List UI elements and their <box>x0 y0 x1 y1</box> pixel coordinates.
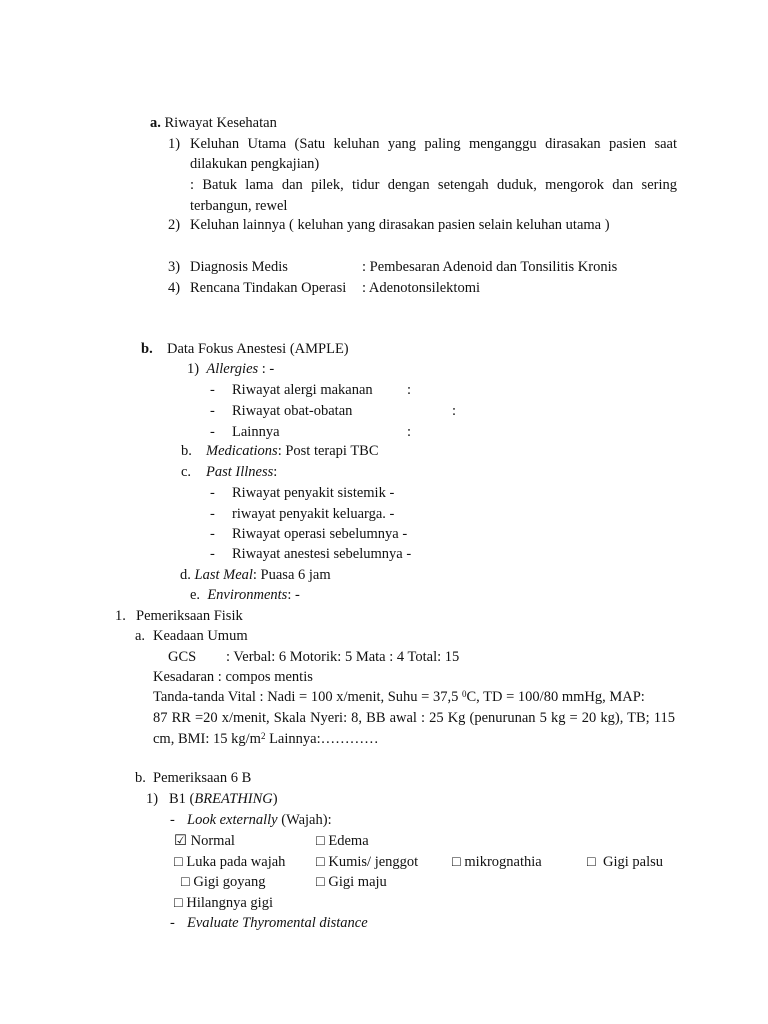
list-dash: - <box>210 485 215 501</box>
allergies-line: 1) Allergies : - <box>187 361 275 377</box>
kesadaran: Kesadaran : compos mentis <box>153 669 313 685</box>
rencana-label: Rencana Tindakan Operasi <box>190 280 347 296</box>
keadaan-umum-title: Keadaan Umum <box>153 628 248 644</box>
checkbox-empty-icon: □ <box>316 854 325 870</box>
checkbox-empty-icon: □ <box>452 854 461 870</box>
pf-marker: 1. <box>115 608 126 624</box>
diagnosis-value: : Pembesaran Adenoid dan Tonsilitis Kronis <box>362 259 618 275</box>
allergies-label: Allergies <box>206 361 259 377</box>
item-number: 3) <box>168 259 181 275</box>
section-b-title: Data Fokus Anestesi (AMPLE) <box>167 341 349 357</box>
operasi-sebelumnya: Riwayat operasi sebelumnya - <box>232 526 408 542</box>
item-number: 1) <box>168 136 181 152</box>
diagnosis-label: Diagnosis Medis <box>190 259 288 275</box>
gcs-value: : Verbal: 6 Motorik: 5 Mata : 4 Total: 15 <box>226 649 460 665</box>
obat-obatan-colon: : <box>452 403 457 419</box>
list-dash: - <box>210 526 215 542</box>
pf-title: Pemeriksaan Fisik <box>136 608 243 624</box>
item-number: 2) <box>168 217 181 233</box>
keluhan-utama-answer1: : Batuk lama dan pilek, tidur dengan setengah duduk, mengorok dan sering <box>190 177 677 193</box>
alergi-makanan-label: Riwayat alergi makanan <box>232 382 373 398</box>
environments-line: e. Environments: - <box>190 587 300 603</box>
b1-breathing: B1 (BREATHING) <box>169 791 278 807</box>
keluhan-utama-line2: dilakukan pengkajian) <box>190 156 320 172</box>
keadaan-umum-marker: a. <box>135 628 146 644</box>
medications-marker: b. <box>181 443 192 459</box>
b1-marker: 1) <box>146 791 159 807</box>
vital-signs-line2: 87 RR =20 x/menit, Skala Nyeri: 8, BB awal : 25 Kg (penurunan 5 kg = 20 kg), TB; 115 <box>153 710 675 726</box>
checkbox-empty-icon: □ <box>181 874 190 890</box>
item-number: 4) <box>168 280 181 296</box>
list-dash: - <box>170 915 175 931</box>
past-illness-line: Past Illness: <box>206 464 278 480</box>
past-illness-marker: c. <box>181 464 192 480</box>
list-dash: - <box>170 812 175 828</box>
list-dash: - <box>210 403 215 419</box>
section-a-marker: a. <box>150 115 161 131</box>
last-meal-line: d. Last Meal: Puasa 6 jam <box>180 567 331 583</box>
list-dash: - <box>210 382 215 398</box>
list-dash: - <box>210 506 215 522</box>
checkbox-hilangnya-gigi[interactable]: □ Hilangnya gigi <box>174 895 273 911</box>
rencana-value: : Adenotonsilektomi <box>362 280 481 296</box>
checkbox-normal[interactable]: ☑ Normal <box>174 833 235 849</box>
lainnya-colon: : <box>407 424 412 440</box>
checkbox-empty-icon: □ <box>174 854 183 870</box>
checkbox-kumis-jenggot[interactable]: □ Kumis/ jenggot <box>316 854 419 870</box>
penyakit-sistemik: Riwayat penyakit sistemik - <box>232 485 395 501</box>
look-externally: Look externally (Wajah): <box>187 812 332 828</box>
checkbox-empty-icon: □ <box>174 895 183 911</box>
checkbox-edema[interactable]: □ Edema <box>316 833 369 849</box>
section-b-marker: b. <box>141 341 153 357</box>
lainnya-label: Lainnya <box>232 424 280 440</box>
pemeriksaan-6b-marker: b. <box>135 770 146 786</box>
checkbox-gigi-goyang[interactable]: □ Gigi goyang <box>181 874 266 890</box>
section-a-title: Riwayat Kesehatan <box>164 115 277 131</box>
pemeriksaan-6b-title: Pemeriksaan 6 B <box>153 770 252 786</box>
penyakit-keluarga: riwayat penyakit keluarga. - <box>232 506 395 522</box>
anestesi-sebelumnya: Riwayat anestesi sebelumnya - <box>232 546 412 562</box>
checkbox-empty-icon: □ <box>316 874 325 890</box>
checkbox-empty-icon: □ <box>587 854 596 870</box>
keluhan-utama-answer2: terbangun, rewel <box>190 198 288 214</box>
obat-obatan-label: Riwayat obat-obatan <box>232 403 353 419</box>
checkbox-mikrognathia[interactable]: □ mikrognathia <box>452 854 542 870</box>
evaluate-thyromental: Evaluate Thyromental distance <box>187 915 368 931</box>
gcs-label: GCS <box>168 649 197 665</box>
keluhan-lainnya: Keluhan lainnya ( keluhan yang dirasakan pasien selain keluhan utama ) <box>190 217 610 233</box>
section-a-heading <box>150 114 277 132</box>
checkbox-luka-wajah[interactable]: □ Luka pada wajah <box>174 854 286 870</box>
vital-signs-line1: Tanda-tanda Vital : Nadi = 100 x/menit, Suhu = 37,5 $^0$C, TD = 100/80 mmHg, MAP: <box>153 689 645 705</box>
alergi-makanan-colon: : <box>407 382 412 398</box>
checkbox-checked-icon: ☑ <box>174 833 187 849</box>
medications-line: Medications: Post terapi TBC <box>206 443 379 459</box>
list-dash: - <box>210 546 215 562</box>
checkbox-gigi-maju[interactable]: □ Gigi maju <box>316 874 387 890</box>
checkbox-empty-icon: □ <box>316 833 325 849</box>
keluhan-utama-line1: Keluhan Utama (Satu keluhan yang paling menganggu dirasakan pasien saat <box>190 136 677 152</box>
vital-signs-line3: cm, BMI: 15 $kg/m^2$ Lainnya:………… <box>153 731 379 747</box>
list-dash: - <box>210 424 215 440</box>
checkbox-gigi-palsu[interactable]: □ Gigi palsu <box>587 854 664 870</box>
